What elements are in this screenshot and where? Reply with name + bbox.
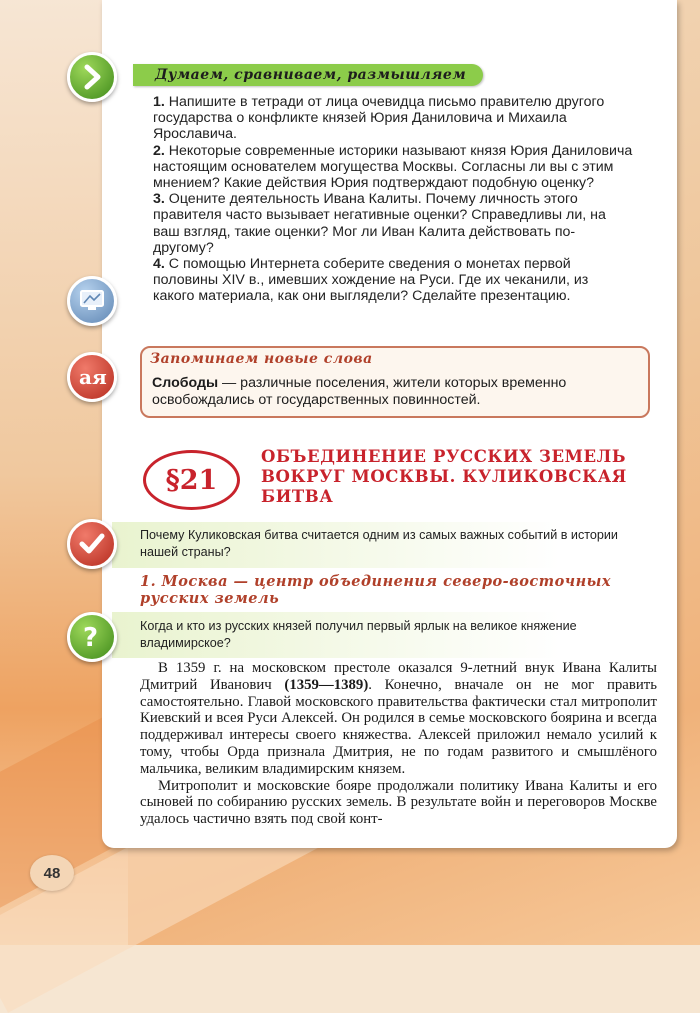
question-number: 4.: [153, 256, 165, 273]
question-item-3: [153, 191, 633, 256]
body-paragraph-2: Митрополит и московские бояре продолжали политику Ивана Калиты и его сыновей по собиранию русских земель. В результате войн и переговоров Москве удалось частично взять под свой конт-: [140, 777, 657, 828]
body-paragraph-1: [140, 660, 657, 778]
intro-question: Почему Куликовская битва считается одним из самых важных событий в истории нашей страны?: [140, 528, 618, 559]
vocab-definition-text: — различные поселения, жители которых временно освобождались от государственных повинностей.: [152, 375, 567, 408]
letters-icon: [67, 352, 117, 402]
arrow-right-icon: [67, 52, 117, 102]
svg-text:?: ?: [83, 623, 99, 651]
question-number: 1.: [153, 94, 165, 110]
question-mark-icon: [67, 612, 117, 662]
section-question: Когда и кто из русских князей получил первый ярлык на великое княжение владимирское?: [140, 619, 577, 650]
body-text: [140, 660, 657, 828]
question-text: С помощью Интернета соберите сведения о монетах первой половины XIV в., имевших хождение на Руси. Где их чеканили, из какого материала, как они выглядели? Сделайте презентацию.: [153, 256, 589, 305]
svg-text:а: а: [79, 365, 92, 389]
question-item-1: [153, 94, 633, 143]
body-text-part: В 1359 г. на московском престоле оказался 9-летний внук Ивана Калиты Дмитрий Иванович: [140, 660, 657, 693]
question-item-2: [153, 143, 633, 192]
section-label-think: Думаем, сравниваем, размышляем: [133, 64, 483, 86]
paragraph-title: ОБЪЕДИНЕНИЕ РУССКИХ ЗЕМЕЛЬ ВОКРУГ МОСКВЫ. КУЛИКОВСКАЯ БИТВА: [261, 447, 627, 506]
svg-text:я: я: [92, 365, 107, 389]
page-number: 48: [30, 855, 74, 891]
vocab-term: Слободы: [152, 375, 219, 391]
question-text: Некоторые современные историки называют князя Юрия Даниловича настоящим основателем могущества Москвы. Согласны ли вы с этим мнением? Какие действия Юрия подтверждают подобную оценку?: [153, 142, 633, 192]
checkmark-icon: [67, 519, 117, 569]
question-item-4: [153, 256, 633, 305]
questions-list: [153, 94, 633, 305]
question-number: 2.: [153, 142, 165, 159]
monitor-icon: [67, 276, 117, 326]
paragraph-badge: §21: [143, 450, 240, 510]
question-text: Оцените деятельность Ивана Калиты. Почему личность этого правителя часто вызывает негативные оценки? Справедливы ли, на ваш взгляд, такие оценки? Мог ли Иван Калита действовать по-другому?: [153, 191, 606, 256]
section-title: 1. Москва — центр объединения северо-восточных русских земель: [140, 573, 612, 607]
vocab-title: Запоминаем новые слова: [150, 351, 373, 367]
reign-dates: (1359—1389): [284, 676, 369, 693]
question-text: Напишите в тетради от лица очевидца письмо правителю другого государства о конфликте князей Юрия Даниловича и Михаила Ярославича.: [153, 94, 605, 143]
question-number: 3.: [153, 191, 165, 208]
body-text-part: . Конечно, вначале он не мог править самостоятельно. Главой московского правительства фактически стал митрополит Киевский и всея Руси Алексей. Он родился в семье московского боярина и всегда поддерживал интересы своего княжества. Алексей приложил немало усилий к тому, чтобы Орда признала Дмитрия, не по годам развитого и смышлёного мальчика, великим владимирским князем.: [140, 676, 657, 777]
vocab-definition: [152, 375, 642, 408]
